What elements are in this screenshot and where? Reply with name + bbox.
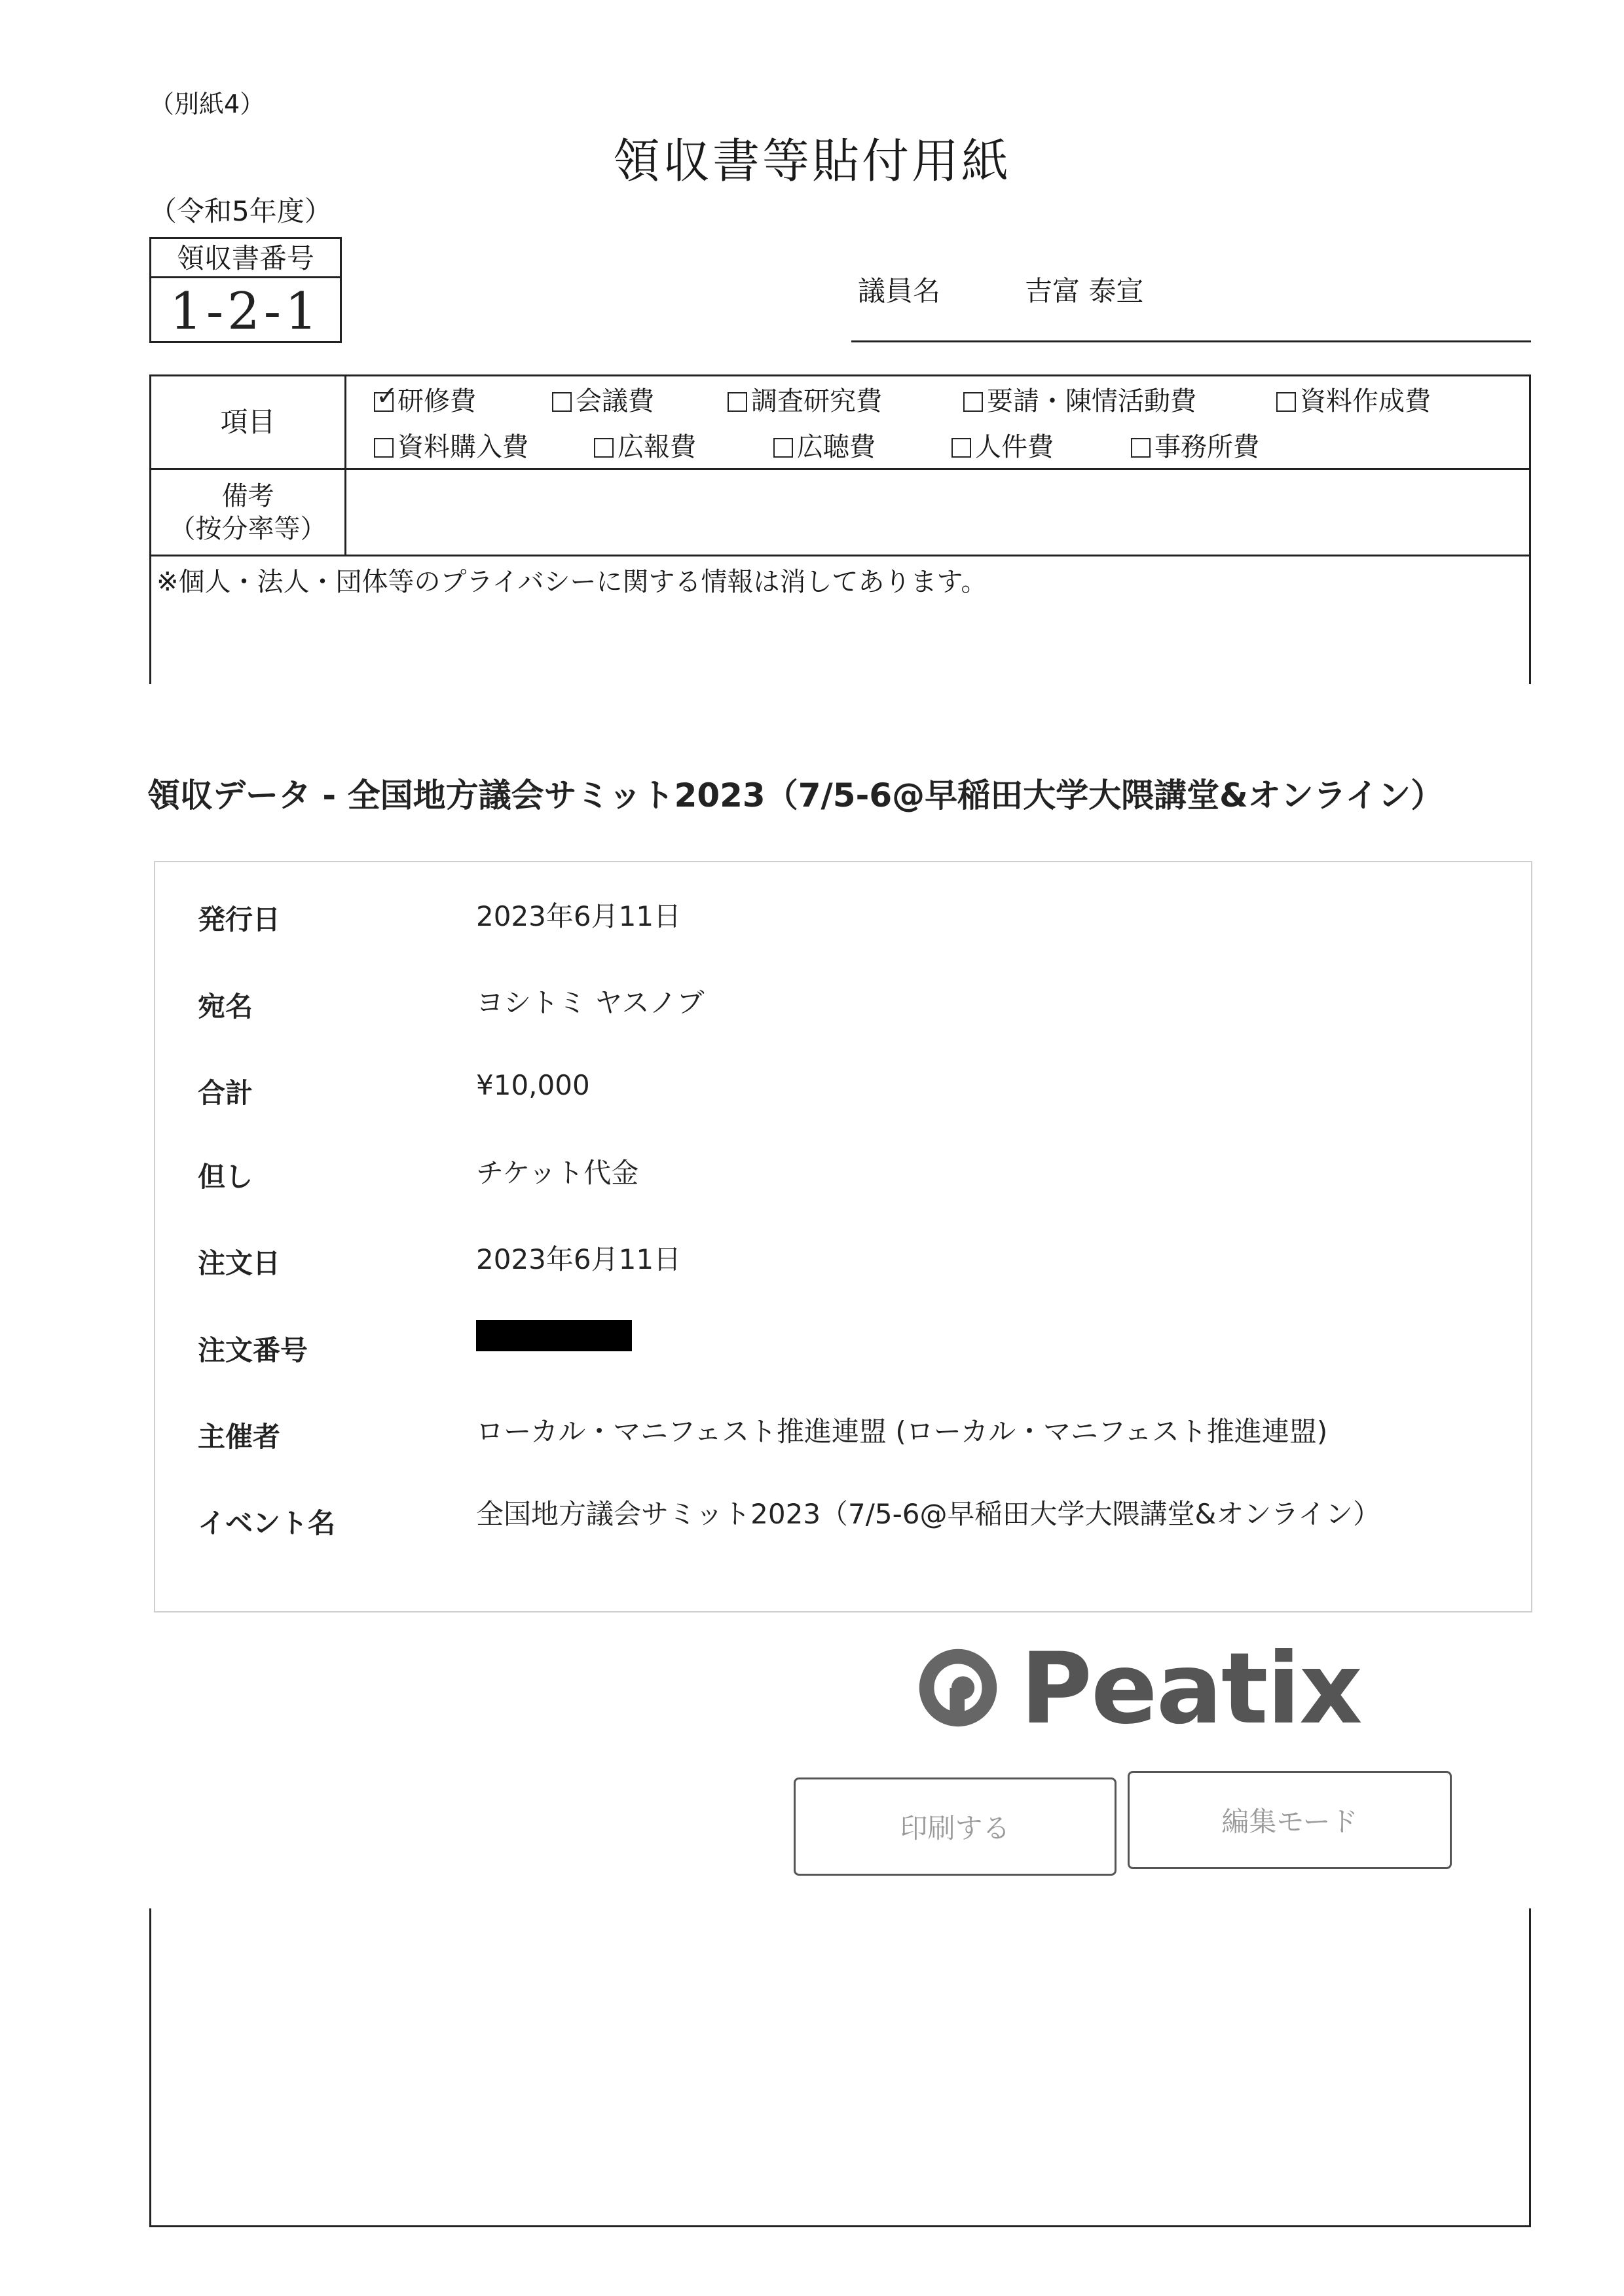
receipt-card (154, 861, 1532, 1613)
order-date-label: 注文日 (198, 1247, 281, 1279)
note-label: 備考 （按分率等） (169, 481, 327, 544)
checkbox-petition[interactable]: 要請・陳情活動費 (963, 380, 1196, 418)
privacy-notice: ※個人・法人・団体等のプライバシーに関する情報は消してあります。 (157, 567, 987, 597)
member-name: 吉富 泰宣 (1025, 275, 1144, 307)
peatix-logo-text: Peatix (1020, 1632, 1361, 1746)
order-number-label: 注文番号 (198, 1334, 308, 1366)
divider (344, 376, 346, 555)
checkbox-document-creation[interactable]: 資料作成費 (1276, 380, 1431, 418)
member-name-label: 議員名 (858, 275, 941, 307)
pasted-receipt (128, 684, 1552, 1908)
issue-date-label: 発行日 (198, 903, 281, 936)
checkbox-icon (1131, 438, 1151, 458)
divider (151, 468, 1529, 470)
edit-mode-button[interactable]: 編集モード (1128, 1771, 1452, 1869)
checkbox-icon (552, 392, 572, 412)
member-underline (851, 340, 1531, 342)
item-label: 項目 (220, 406, 276, 438)
checkbox-personnel[interactable]: 人件費 (951, 426, 1054, 464)
addressee-value: ヨシトミ ヤスノブ (476, 987, 705, 1019)
organizer-value: ローカル・マニフェスト推進連盟 (ローカル・マニフェスト推進連盟) (476, 1415, 1328, 1448)
print-button[interactable]: 印刷する (794, 1777, 1116, 1876)
checkbox-office[interactable]: 事務所費 (1131, 426, 1259, 464)
peatix-logo-icon (917, 1647, 999, 1729)
receipt-number-label: 領収書番号 (151, 239, 340, 278)
page-title: 領収書等貼付用紙 (612, 134, 1011, 189)
event-name-label: イベント名 (198, 1507, 336, 1539)
checkbox-meeting[interactable]: 会議費 (552, 380, 654, 418)
receipt-title: 領収データ - 全国地方議会サミット2023（7/5-6@早稲田大学大隈講堂&オンライン） (147, 776, 1444, 814)
total-label: 合計 (198, 1077, 253, 1109)
issue-date-value: 2023年6月11日 (476, 900, 682, 932)
fiscal-year: （令和5年度） (149, 195, 332, 227)
event-name-value: 全国地方議会サミット2023（7/5-6@早稲田大学大隈講堂&オンライン） (476, 1498, 1381, 1530)
description-label: 但し (198, 1161, 253, 1193)
checkbox-material-purchase[interactable]: 資料購入費 (374, 426, 528, 464)
checkbox-icon (594, 438, 614, 458)
checkbox-hearing[interactable]: 広聴費 (773, 426, 876, 464)
divider (151, 555, 1529, 556)
organizer-label: 主催者 (198, 1421, 281, 1453)
description-value: チケット代金 (476, 1157, 639, 1189)
addressee-label: 宛名 (198, 991, 253, 1023)
checkbox-icon (963, 392, 983, 412)
total-value: ¥10,000 (476, 1069, 590, 1101)
checkbox-icon (728, 392, 747, 412)
checkbox-icon (1276, 392, 1296, 412)
checkbox-icon (773, 438, 793, 458)
redaction-bar (476, 1320, 632, 1351)
checkbox-checked-icon (374, 392, 394, 412)
receipt-number-box (149, 237, 342, 343)
order-date-value: 2023年6月11日 (476, 1243, 682, 1275)
annex-label: （別紙4） (149, 90, 265, 118)
receipt-number-value: 1-2-1 (170, 282, 322, 341)
checkbox-icon (951, 438, 971, 458)
checkbox-icon (374, 438, 394, 458)
checkbox-publicity[interactable]: 広報費 (594, 426, 696, 464)
checkbox-research[interactable]: 調査研究費 (728, 380, 882, 418)
checkbox-training[interactable]: ✓研修費 (374, 380, 476, 418)
